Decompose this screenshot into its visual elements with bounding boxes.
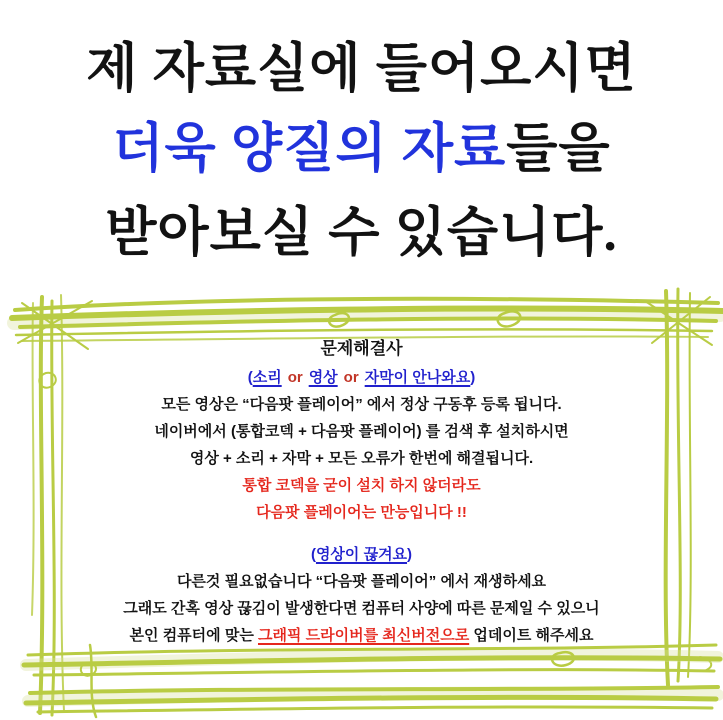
paragraph-3: 영상 + 소리 + 자막 + 모든 오류가 한번에 해결됩니다. <box>189 450 534 467</box>
headline-line-2-blue: 더욱 양질의 자료 <box>112 120 507 178</box>
red-note-2: 다음팟 플레이어는 만능입니다 !! <box>256 504 467 521</box>
question-sound-video-subtitle <box>0 369 723 387</box>
paren-close: ) <box>407 546 413 563</box>
paren-close: ) <box>470 369 476 386</box>
paragraph-2: 네이버에서 (통합코덱 + 다음팟 플레이어) 를 검색 후 설치하시면 <box>154 423 569 440</box>
word-sound: 소리 <box>252 369 282 386</box>
paren-open: ( <box>310 546 316 563</box>
notice-title: 문제해결사 <box>320 339 403 358</box>
paragraph-6-tail: 업데이트 해주세요 <box>473 627 594 644</box>
paren-open: ( <box>247 369 253 386</box>
red-note-1: 통합 코덱을 굳이 설치 하지 않더라도 <box>242 477 481 494</box>
word-or-2: or <box>343 369 359 386</box>
paragraph-6-highlight: 그래픽 드라이버를 최신버전으로 <box>257 627 470 644</box>
word-video: 영상 <box>308 369 338 386</box>
headline-line-1: 제 자료실에 들어오시면 <box>86 40 637 98</box>
word-subtitle-missing: 자막이 안나와요 <box>364 369 471 386</box>
headline-line-3: 받아보실 수 있습니다. <box>105 204 618 262</box>
paragraph-6 <box>0 627 723 645</box>
paragraph-4: 다른것 필요없습니다 “다음팟 플레이어” 에서 재생하세요 <box>176 573 547 590</box>
paragraph-1: 모든 영상은 “다음팟 플레이어” 에서 정상 구동후 등록 됩니다. <box>161 396 562 413</box>
headline-line-2-black: 들을 <box>506 120 611 178</box>
question-video-stutter <box>0 546 723 564</box>
word-or-1: or <box>287 369 303 386</box>
word-video-stutter: 영상이 끊겨요 <box>315 546 408 563</box>
paragraph-6-lead: 본인 컴퓨터에 맞는 <box>129 627 254 644</box>
notice-body <box>0 340 723 654</box>
paragraph-5: 그래도 간혹 영상 끊김이 발생한다면 컴퓨터 사양에 따른 문제일 수 있으니 <box>123 600 600 617</box>
headline-line-2 <box>0 106 723 182</box>
